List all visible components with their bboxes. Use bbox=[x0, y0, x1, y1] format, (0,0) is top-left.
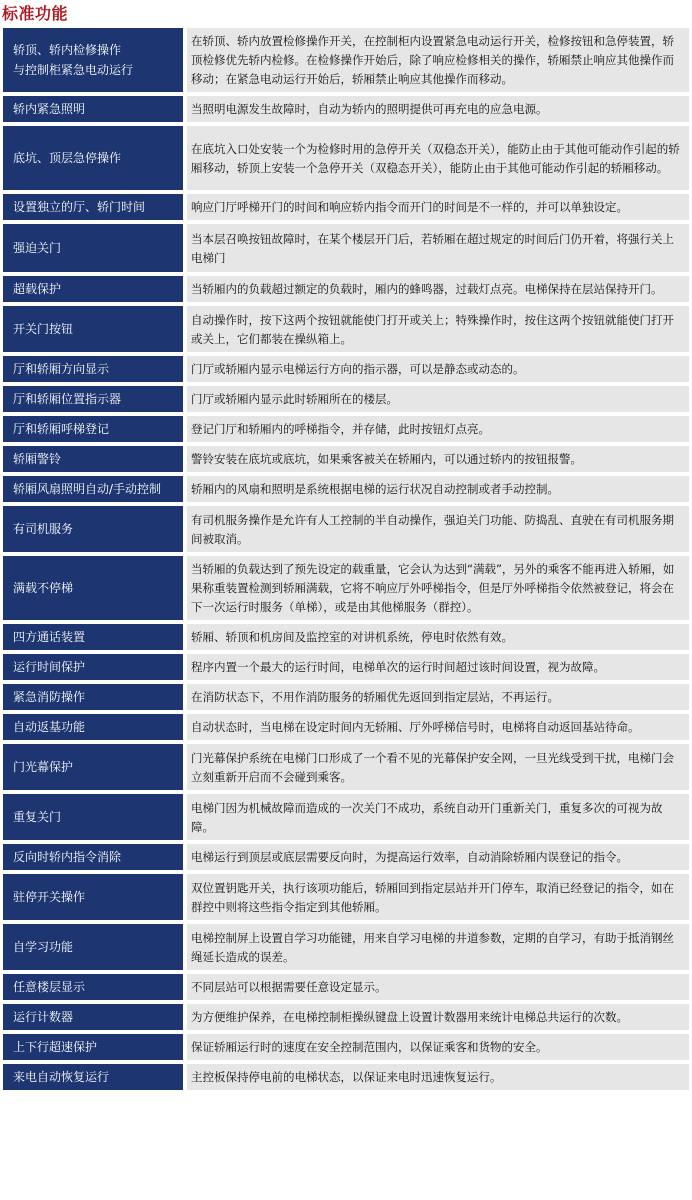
table-row bbox=[3, 224, 689, 272]
table-row bbox=[3, 684, 689, 710]
feature-name bbox=[3, 1064, 183, 1090]
table-row bbox=[3, 556, 689, 620]
feature-name-text: 厅和轿厢呼梯登记 bbox=[13, 422, 110, 436]
feature-name-text: 底坑、顶层急停操作 bbox=[13, 151, 122, 165]
feature-name-text: 强迫关门 bbox=[13, 241, 62, 255]
table-row bbox=[3, 794, 689, 840]
feature-name-text: 轿顶、轿内检修操作 与控制柜紧急电动运行 bbox=[13, 43, 134, 77]
feature-description-text: 在轿顶、轿内放置检修操作开关，在控制柜内设置紧急电动运行开关，检修按钮和急停装置，轿顶检修优先轿内检修。在检修操作开始后，除了响应检修相关的操作，轿厢禁止响应其他操作而移动；在紧急电动运行开始后，轿厢禁止响应其他操作而移动。 bbox=[191, 34, 674, 86]
table-row bbox=[3, 476, 689, 502]
feature-name-text: 自学习功能 bbox=[13, 940, 74, 954]
feature-name-text: 驻停开关操作 bbox=[13, 890, 86, 904]
feature-name-text: 满载不停梯 bbox=[13, 581, 74, 595]
table-row bbox=[3, 356, 689, 382]
section-title: 标准功能 bbox=[2, 4, 69, 23]
table-row bbox=[3, 1064, 689, 1090]
feature-description bbox=[187, 126, 689, 190]
feature-description bbox=[187, 506, 689, 552]
feature-name-text: 运行时间保护 bbox=[13, 660, 86, 674]
feature-name bbox=[3, 1004, 183, 1030]
feature-name bbox=[3, 476, 183, 502]
feature-name bbox=[3, 714, 183, 740]
feature-description bbox=[187, 744, 689, 790]
feature-name bbox=[3, 416, 183, 442]
feature-name bbox=[3, 356, 183, 382]
feature-name bbox=[3, 276, 183, 302]
feature-description bbox=[187, 844, 689, 870]
feature-table bbox=[3, 28, 689, 1094]
feature-name-text: 门光幕保护 bbox=[13, 760, 74, 774]
feature-description-text: 响应门厅呼梯开门的时间和响应轿内指令而开门的时间是不一样的，并可以单独设定。 bbox=[191, 200, 628, 214]
feature-description bbox=[187, 654, 689, 680]
feature-description-text: 保证轿厢运行时的速度在安全控制范围内，以保证乘客和货物的安全。 bbox=[191, 1040, 548, 1054]
table-row bbox=[3, 28, 689, 92]
feature-name-text: 轿厢警铃 bbox=[13, 452, 62, 466]
feature-name bbox=[3, 446, 183, 472]
feature-description bbox=[187, 714, 689, 740]
feature-name-text: 轿内紧急照明 bbox=[13, 102, 86, 116]
feature-name-text: 厅和轿厢方向显示 bbox=[13, 362, 110, 376]
feature-description-text: 有司机服务操作是允许有人工控制的半自动操作，强迫关门功能、防捣乱、直驶在有司机服务期间被取消。 bbox=[191, 512, 674, 546]
feature-name-text: 自动返基功能 bbox=[13, 720, 86, 734]
feature-name bbox=[3, 654, 183, 680]
table-row bbox=[3, 714, 689, 740]
table-row bbox=[3, 874, 689, 920]
table-row bbox=[3, 276, 689, 302]
feature-description bbox=[187, 476, 689, 502]
feature-name bbox=[3, 624, 183, 650]
feature-description-text: 在底坑入口处安装一个为检修时用的急停开关（双稳态开关），能防止由于其他可能动作引起的轿厢移动，轿顶上安装一个急停开关（双稳态开关），能防止由于其他可能动作引起的轿厢移动。 bbox=[191, 141, 680, 175]
feature-description bbox=[187, 1034, 689, 1060]
feature-description-text: 在消防状态下，不用作消防服务的轿厢优先返回到指定层站，不再运行。 bbox=[191, 690, 559, 704]
feature-name-text: 重复关门 bbox=[13, 810, 62, 824]
table-row bbox=[3, 924, 689, 970]
feature-name-text: 开关门按钮 bbox=[13, 322, 74, 336]
feature-name-text: 紧急消防操作 bbox=[13, 690, 86, 704]
feature-description-text: 警铃安装在底坑或底坑，如果乘客被关在轿厢内，可以通过轿内的按钮报警。 bbox=[191, 452, 582, 466]
feature-description bbox=[187, 96, 689, 122]
table-row bbox=[3, 1034, 689, 1060]
feature-description-text: 当照明电源发生故障时，自动为轿内的照明提供可再充电的应急电源。 bbox=[191, 102, 548, 116]
feature-name-text: 反向时轿内指令消除 bbox=[13, 850, 122, 864]
feature-description bbox=[187, 924, 689, 970]
feature-name-text: 超载保护 bbox=[13, 282, 62, 296]
feature-description bbox=[187, 974, 689, 1000]
table-row bbox=[3, 506, 689, 552]
feature-description-text: 门厅或轿厢内显示电梯运行方向的指示器，可以是静态或动态的。 bbox=[191, 362, 525, 376]
feature-description bbox=[187, 416, 689, 442]
table-row bbox=[3, 744, 689, 790]
feature-name bbox=[3, 306, 183, 352]
feature-description bbox=[187, 684, 689, 710]
feature-description-text: 不同层站可以根据需要任意设定显示。 bbox=[191, 980, 387, 994]
feature-description bbox=[187, 556, 689, 620]
feature-description bbox=[187, 794, 689, 840]
feature-name bbox=[3, 1034, 183, 1060]
feature-name-text: 四方通话装置 bbox=[13, 630, 86, 644]
feature-name-text: 运行计数器 bbox=[13, 1010, 74, 1024]
feature-description bbox=[187, 306, 689, 352]
feature-description-text: 电梯控制屏上设置自学习功能键，用来自学习电梯的井道参数，定期的自学习，有助于抵消钢丝绳延长造成的误差。 bbox=[191, 930, 674, 964]
feature-name bbox=[3, 386, 183, 412]
feature-description-text: 当轿厢内的负载超过额定的负载时，厢内的蜂鸣器，过载灯点亮。电梯保持在层站保持开门。 bbox=[191, 282, 663, 296]
feature-name bbox=[3, 794, 183, 840]
feature-name bbox=[3, 224, 183, 272]
feature-description-text: 电梯运行到顶层或底层需要反向时，为提高运行效率，自动消除轿厢内误登记的指令。 bbox=[191, 850, 628, 864]
feature-description-text: 当轿厢的负载达到了预先设定的载重量，它会认为达到“满载”，另外的乘客不能再进入轿厢，如果称重装置检测到轿厢满载，它将不响应厅外呼梯指令，但是厅外呼梯指令依然被登记，将会在下一次运行时服务（单梯），或是由其他梯服务（群控）。 bbox=[191, 562, 675, 614]
feature-description-text: 门光幕保护系统在电梯门口形成了一个看不见的光幕保护安全网，一旦光线受到干扰，电梯门会立刻重新开启而不会碰到乘客。 bbox=[191, 750, 674, 784]
feature-name-text: 来电自动恢复运行 bbox=[13, 1070, 110, 1084]
table-row bbox=[3, 446, 689, 472]
feature-description bbox=[187, 28, 689, 92]
table-row bbox=[3, 654, 689, 680]
feature-name bbox=[3, 744, 183, 790]
feature-name bbox=[3, 506, 183, 552]
feature-description-text: 当本层召唤按钮故障时，在某个楼层开门后，若轿厢在超过规定的时间后门仍开着，将强行关上电梯门 bbox=[191, 231, 674, 265]
feature-name bbox=[3, 126, 183, 190]
table-row bbox=[3, 624, 689, 650]
feature-description bbox=[187, 386, 689, 412]
feature-name-text: 上下行超速保护 bbox=[13, 1040, 98, 1054]
feature-description-text: 双位置钥匙开关，执行该项功能后，轿厢回到指定层站并开门停车，取消已经登记的指令，如在群控中则将这些指令指定到其他轿厢。 bbox=[191, 880, 674, 914]
table-row bbox=[3, 1004, 689, 1030]
feature-description bbox=[187, 624, 689, 650]
table-row bbox=[3, 306, 689, 352]
feature-description bbox=[187, 224, 689, 272]
feature-description bbox=[187, 356, 689, 382]
feature-description-text: 自动状态时，当电梯在设定时间内无轿厢、厅外呼梯信号时，电梯将自动返回基站待命。 bbox=[191, 720, 640, 734]
feature-name bbox=[3, 924, 183, 970]
table-row bbox=[3, 386, 689, 412]
feature-name-text: 轿厢风扇照明自动/手动控制 bbox=[13, 482, 162, 496]
feature-name-text: 设置独立的厅、轿门时间 bbox=[13, 200, 146, 214]
feature-description bbox=[187, 1004, 689, 1030]
table-row bbox=[3, 974, 689, 1000]
feature-name-text: 厅和轿厢位置指示器 bbox=[13, 392, 122, 406]
table-row bbox=[3, 126, 689, 190]
feature-name bbox=[3, 194, 183, 220]
feature-description-text: 门厅或轿厢内显示此时轿厢所在的楼层。 bbox=[191, 392, 398, 406]
feature-description bbox=[187, 276, 689, 302]
feature-name-text: 任意楼层显示 bbox=[13, 980, 86, 994]
feature-description bbox=[187, 1064, 689, 1090]
feature-name bbox=[3, 96, 183, 122]
feature-name bbox=[3, 28, 183, 92]
feature-description bbox=[187, 194, 689, 220]
feature-description-text: 主控板保持停电前的电梯状态，以保证来电时迅速恢复运行。 bbox=[191, 1070, 502, 1084]
table-row bbox=[3, 96, 689, 122]
feature-description-text: 为方便维护保养，在电梯控制柜操纵键盘上设置计数器用来统计电梯总共运行的次数。 bbox=[191, 1010, 628, 1024]
feature-description-text: 轿厢、轿顶和机房间及监控室的对讲机系统，停电时依然有效。 bbox=[191, 630, 513, 644]
feature-description-text: 登记门厅和轿厢内的呼梯指令，并存储，此时按钮灯点亮。 bbox=[191, 422, 490, 436]
feature-description-text: 轿厢内的风扇和照明是系统根据电梯的运行状况自动控制或者手动控制。 bbox=[191, 482, 559, 496]
feature-description-text: 电梯门因为机械故障而造成的一次关门不成功，系统自动开门重新关门，重复多次的可视为故障。 bbox=[191, 800, 663, 834]
table-row bbox=[3, 194, 689, 220]
feature-description-text: 自动操作时，按下这两个按钮就能使门打开或关上；特殊操作时，按住这两个按钮就能使门打开或关上，它们都装在操纵箱上。 bbox=[191, 312, 674, 346]
table-row bbox=[3, 844, 689, 870]
feature-name bbox=[3, 844, 183, 870]
feature-name bbox=[3, 874, 183, 920]
feature-name-text: 有司机服务 bbox=[13, 522, 74, 536]
feature-description-text: 程序内置一个最大的运行时间，电梯单次的运行时间超过该时间设置，视为故障。 bbox=[191, 660, 605, 674]
feature-description bbox=[187, 446, 689, 472]
feature-name bbox=[3, 974, 183, 1000]
feature-name bbox=[3, 684, 183, 710]
feature-description bbox=[187, 874, 689, 920]
table-row bbox=[3, 416, 689, 442]
feature-name bbox=[3, 556, 183, 620]
